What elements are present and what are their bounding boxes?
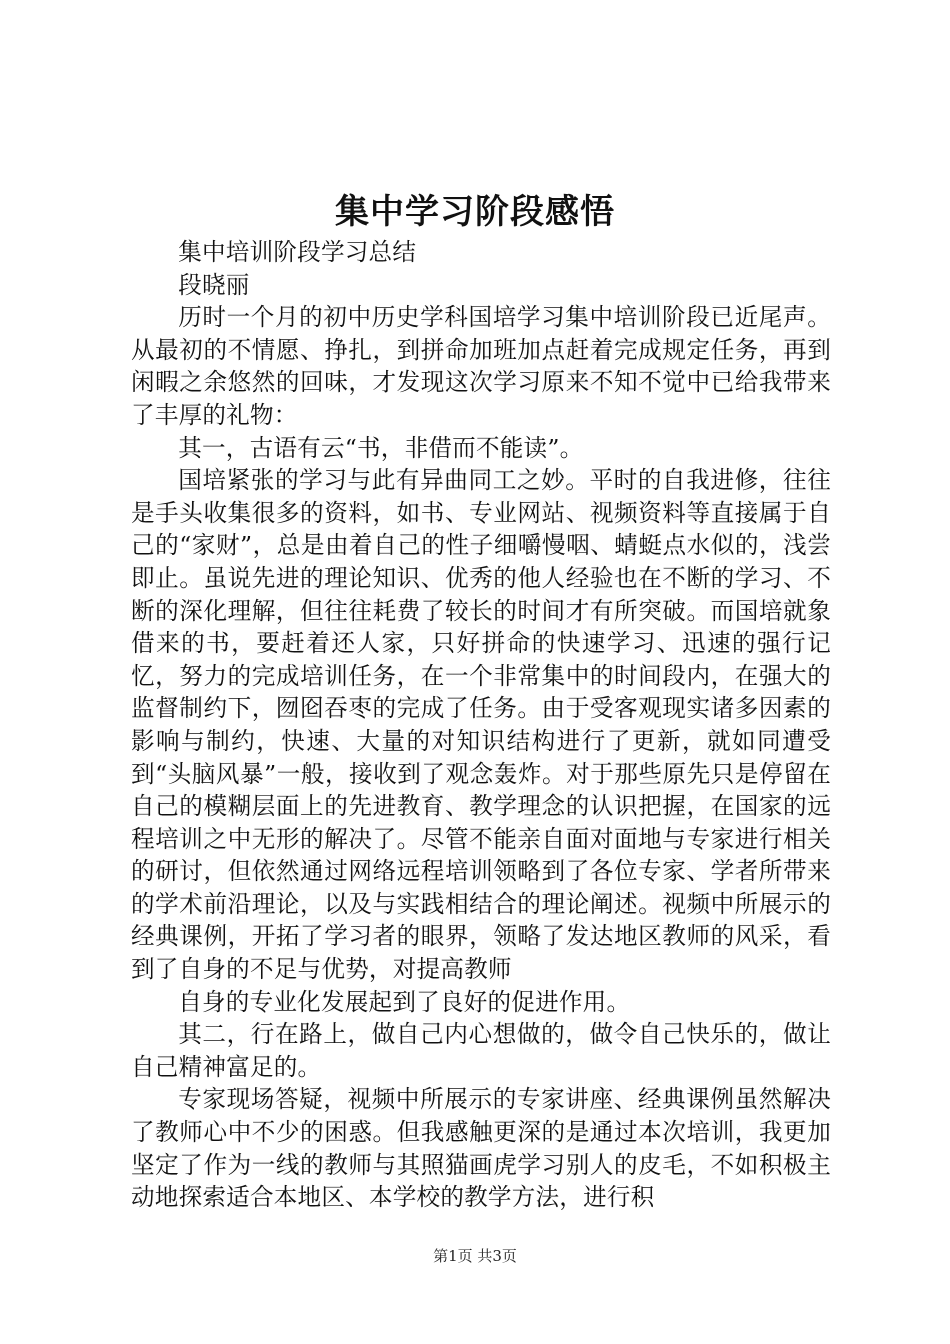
point-one-continuation: 自身的专业化发展起到了良好的促进作用。 xyxy=(178,987,631,1016)
document-body xyxy=(131,236,831,1214)
point-two-body: 专家现场答疑，视频中所展示的专家讲座、经典课例虽然解决了教师心中不少的困惑。但我感触更深的是通过本次培训，我更加坚定了作为一线的教师与其照猫画虎学习别人的皮毛，不如积极主动地探索适合本地区、本学校的教学方法，进行积 xyxy=(131,1085,831,1212)
point-one-heading: 其一，古语有云“书，非借而不能读”。 xyxy=(178,433,584,462)
point-two-heading: 其二，行在路上，做自己内心想做的，做令自己快乐的，做让自己精神富足的。 xyxy=(131,1020,831,1081)
subtitle-paragraph: 集中培训阶段学习总结 xyxy=(178,238,417,266)
intro-paragraph: 历时一个月的初中历史学科国培学习集中培训阶段已近尾声。从最初的不情愿、挣扎，到拼命加班加点赶着完成规定任务，再到闲暇之余悠然的回味，才发现这次学习原来不知不觉中已给我带来了丰厚的礼物： xyxy=(131,303,831,429)
point-one-body: 国培紧张的学习与此有异曲同工之妙。平时的自我进修，往往是手头收集很多的资料，如书、专业网站、视频资料等直接属于自己的“家财”，总是由着自己的性子细嚼慢咽、蜻蜓点水似的，浅尝即止。虽说先进的理论知识、优秀的他人经验也在不断的学习、不断的深化理解，但往往耗费了较长的时间才有所突破。而国培就象借来的书，要赶着还人家，只好拼命的快速学习、迅速的强行记忆，努力的完成培训任务，在一个非常集中的时间段内，在强大的监督制约下，囫囵吞枣的完成了任务。由于受客观现实诸多因素的影响与制约，快速、大量的对知识结构进行了更新，就如同遭受到“头脑风暴”一般，接收到了观念轰炸。对于那些原先只是停留在自己的模糊层面上的先进教育、教学理念的认识把握，在国家的远程培训之中无形的解决了。尽管不能亲自面对面地与专家进行相关的研讨，但依然通过网络远程培训领略到了各位专家、学者所带来的学术前沿理论，以及与实践相结合的理论阐述。视频中所展示的经典课例，开拓了学习者的眼界，领略了发达地区教师的风采，看到了自身的不足与优势，对提高教师 xyxy=(131,466,831,984)
author-paragraph: 段晓丽 xyxy=(178,270,250,299)
page-footer: 第1页 共3页 xyxy=(433,1247,517,1265)
document-title: 集中学习阶段感悟 xyxy=(335,192,615,232)
